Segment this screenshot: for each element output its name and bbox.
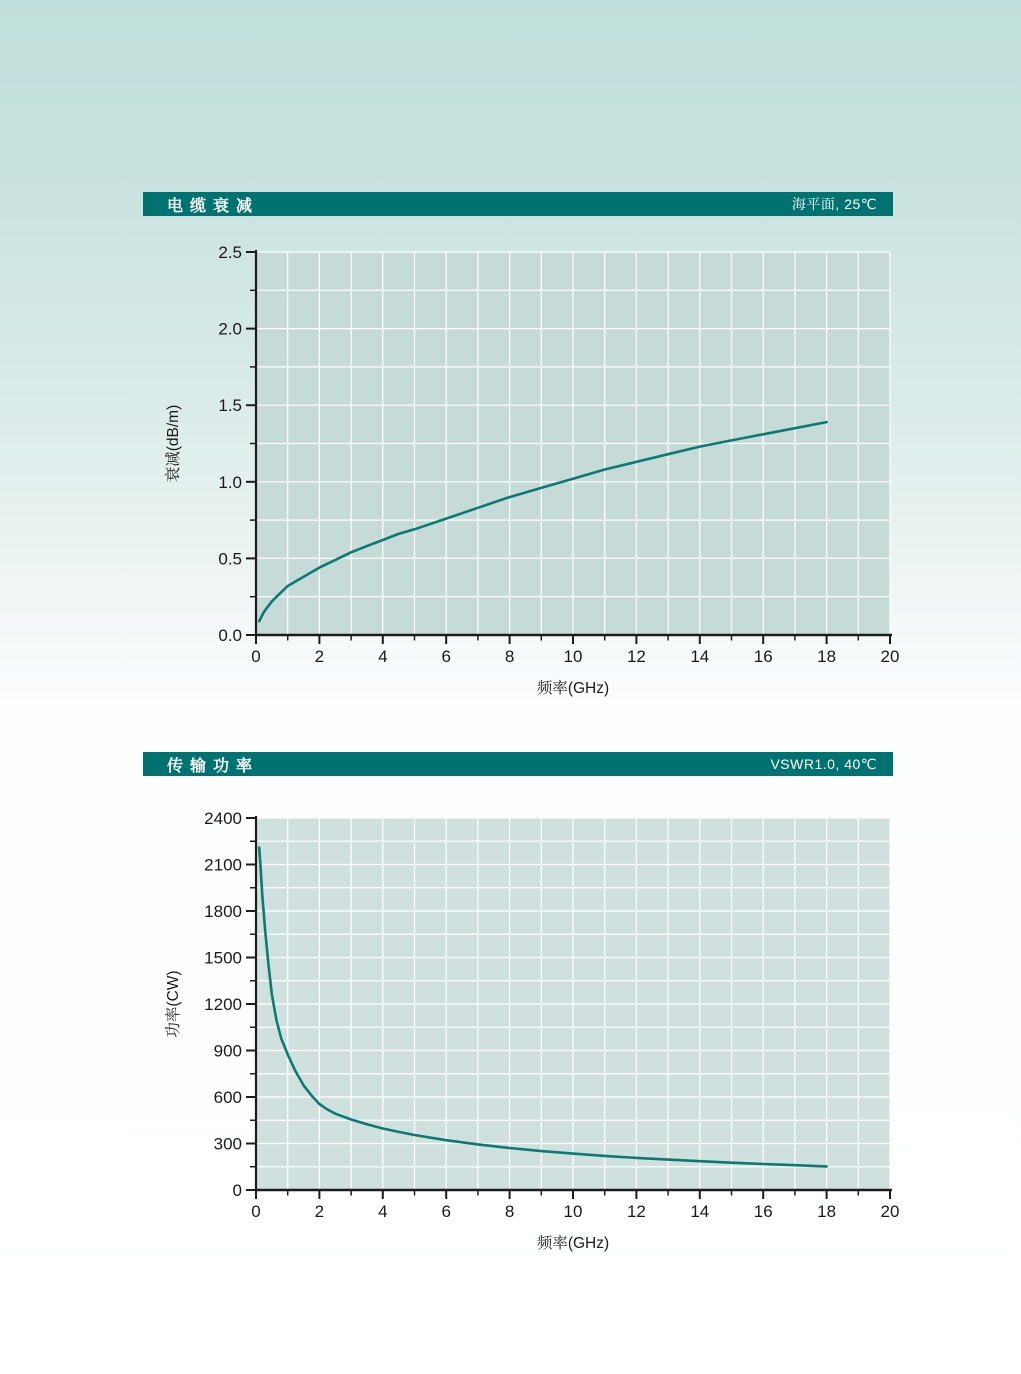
svg-text:2.5: 2.5 <box>218 243 242 262</box>
svg-text:1200: 1200 <box>204 995 242 1014</box>
svg-text:18: 18 <box>817 1202 837 1221</box>
svg-text:2400: 2400 <box>204 809 242 828</box>
svg-text:20: 20 <box>880 1202 900 1221</box>
svg-text:0: 0 <box>232 1181 242 1200</box>
svg-text:0.5: 0.5 <box>218 549 242 569</box>
svg-text:10: 10 <box>563 1202 583 1221</box>
svg-text:900: 900 <box>213 1041 242 1061</box>
svg-text:0.0: 0.0 <box>218 626 242 645</box>
svg-text:6: 6 <box>441 1202 451 1221</box>
svg-text:功率(CW): 功率(CW) <box>165 970 182 1038</box>
svg-text:2: 2 <box>314 1202 325 1221</box>
svg-text:频率(GHz): 频率(GHz) <box>536 1235 610 1252</box>
svg-text:0: 0 <box>251 647 261 666</box>
section-header-transmission-power <box>143 752 893 776</box>
svg-text:2.0: 2.0 <box>218 319 242 339</box>
svg-text:8: 8 <box>504 647 515 666</box>
svg-text:0: 0 <box>251 1202 261 1221</box>
svg-text:12: 12 <box>626 1202 646 1221</box>
section-title-cable-attenuation: 电缆衰减 <box>167 197 260 215</box>
svg-text:14: 14 <box>690 1202 710 1221</box>
svg-text:6: 6 <box>441 647 451 666</box>
svg-text:1.0: 1.0 <box>218 472 242 492</box>
svg-text:20: 20 <box>880 647 900 666</box>
svg-text:8: 8 <box>504 1202 515 1221</box>
svg-text:16: 16 <box>753 647 773 666</box>
svg-text:2: 2 <box>314 647 325 666</box>
svg-text:4: 4 <box>378 647 388 666</box>
svg-text:12: 12 <box>626 647 646 666</box>
svg-text:14: 14 <box>690 647 710 666</box>
section-header-cable-attenuation <box>143 192 893 216</box>
svg-text:10: 10 <box>563 647 583 666</box>
svg-text:16: 16 <box>753 1202 773 1221</box>
section-condition-sea-level: 海平面, 25℃ <box>791 196 877 212</box>
svg-text:18: 18 <box>817 647 837 666</box>
svg-text:1800: 1800 <box>204 902 242 921</box>
svg-text:频率(GHz): 频率(GHz) <box>536 680 610 697</box>
svg-text:衰减(dB/m): 衰减(dB/m) <box>165 404 182 483</box>
svg-text:4: 4 <box>378 1202 388 1221</box>
svg-text:300: 300 <box>213 1134 242 1154</box>
svg-text:2100: 2100 <box>204 855 242 875</box>
section-condition-vswr: VSWR1.0, 40℃ <box>770 755 877 772</box>
section-title-transmission-power: 传输功率 <box>167 757 260 775</box>
svg-text:1500: 1500 <box>204 948 242 968</box>
svg-text:600: 600 <box>213 1088 242 1107</box>
svg-text:1.5: 1.5 <box>218 396 242 416</box>
